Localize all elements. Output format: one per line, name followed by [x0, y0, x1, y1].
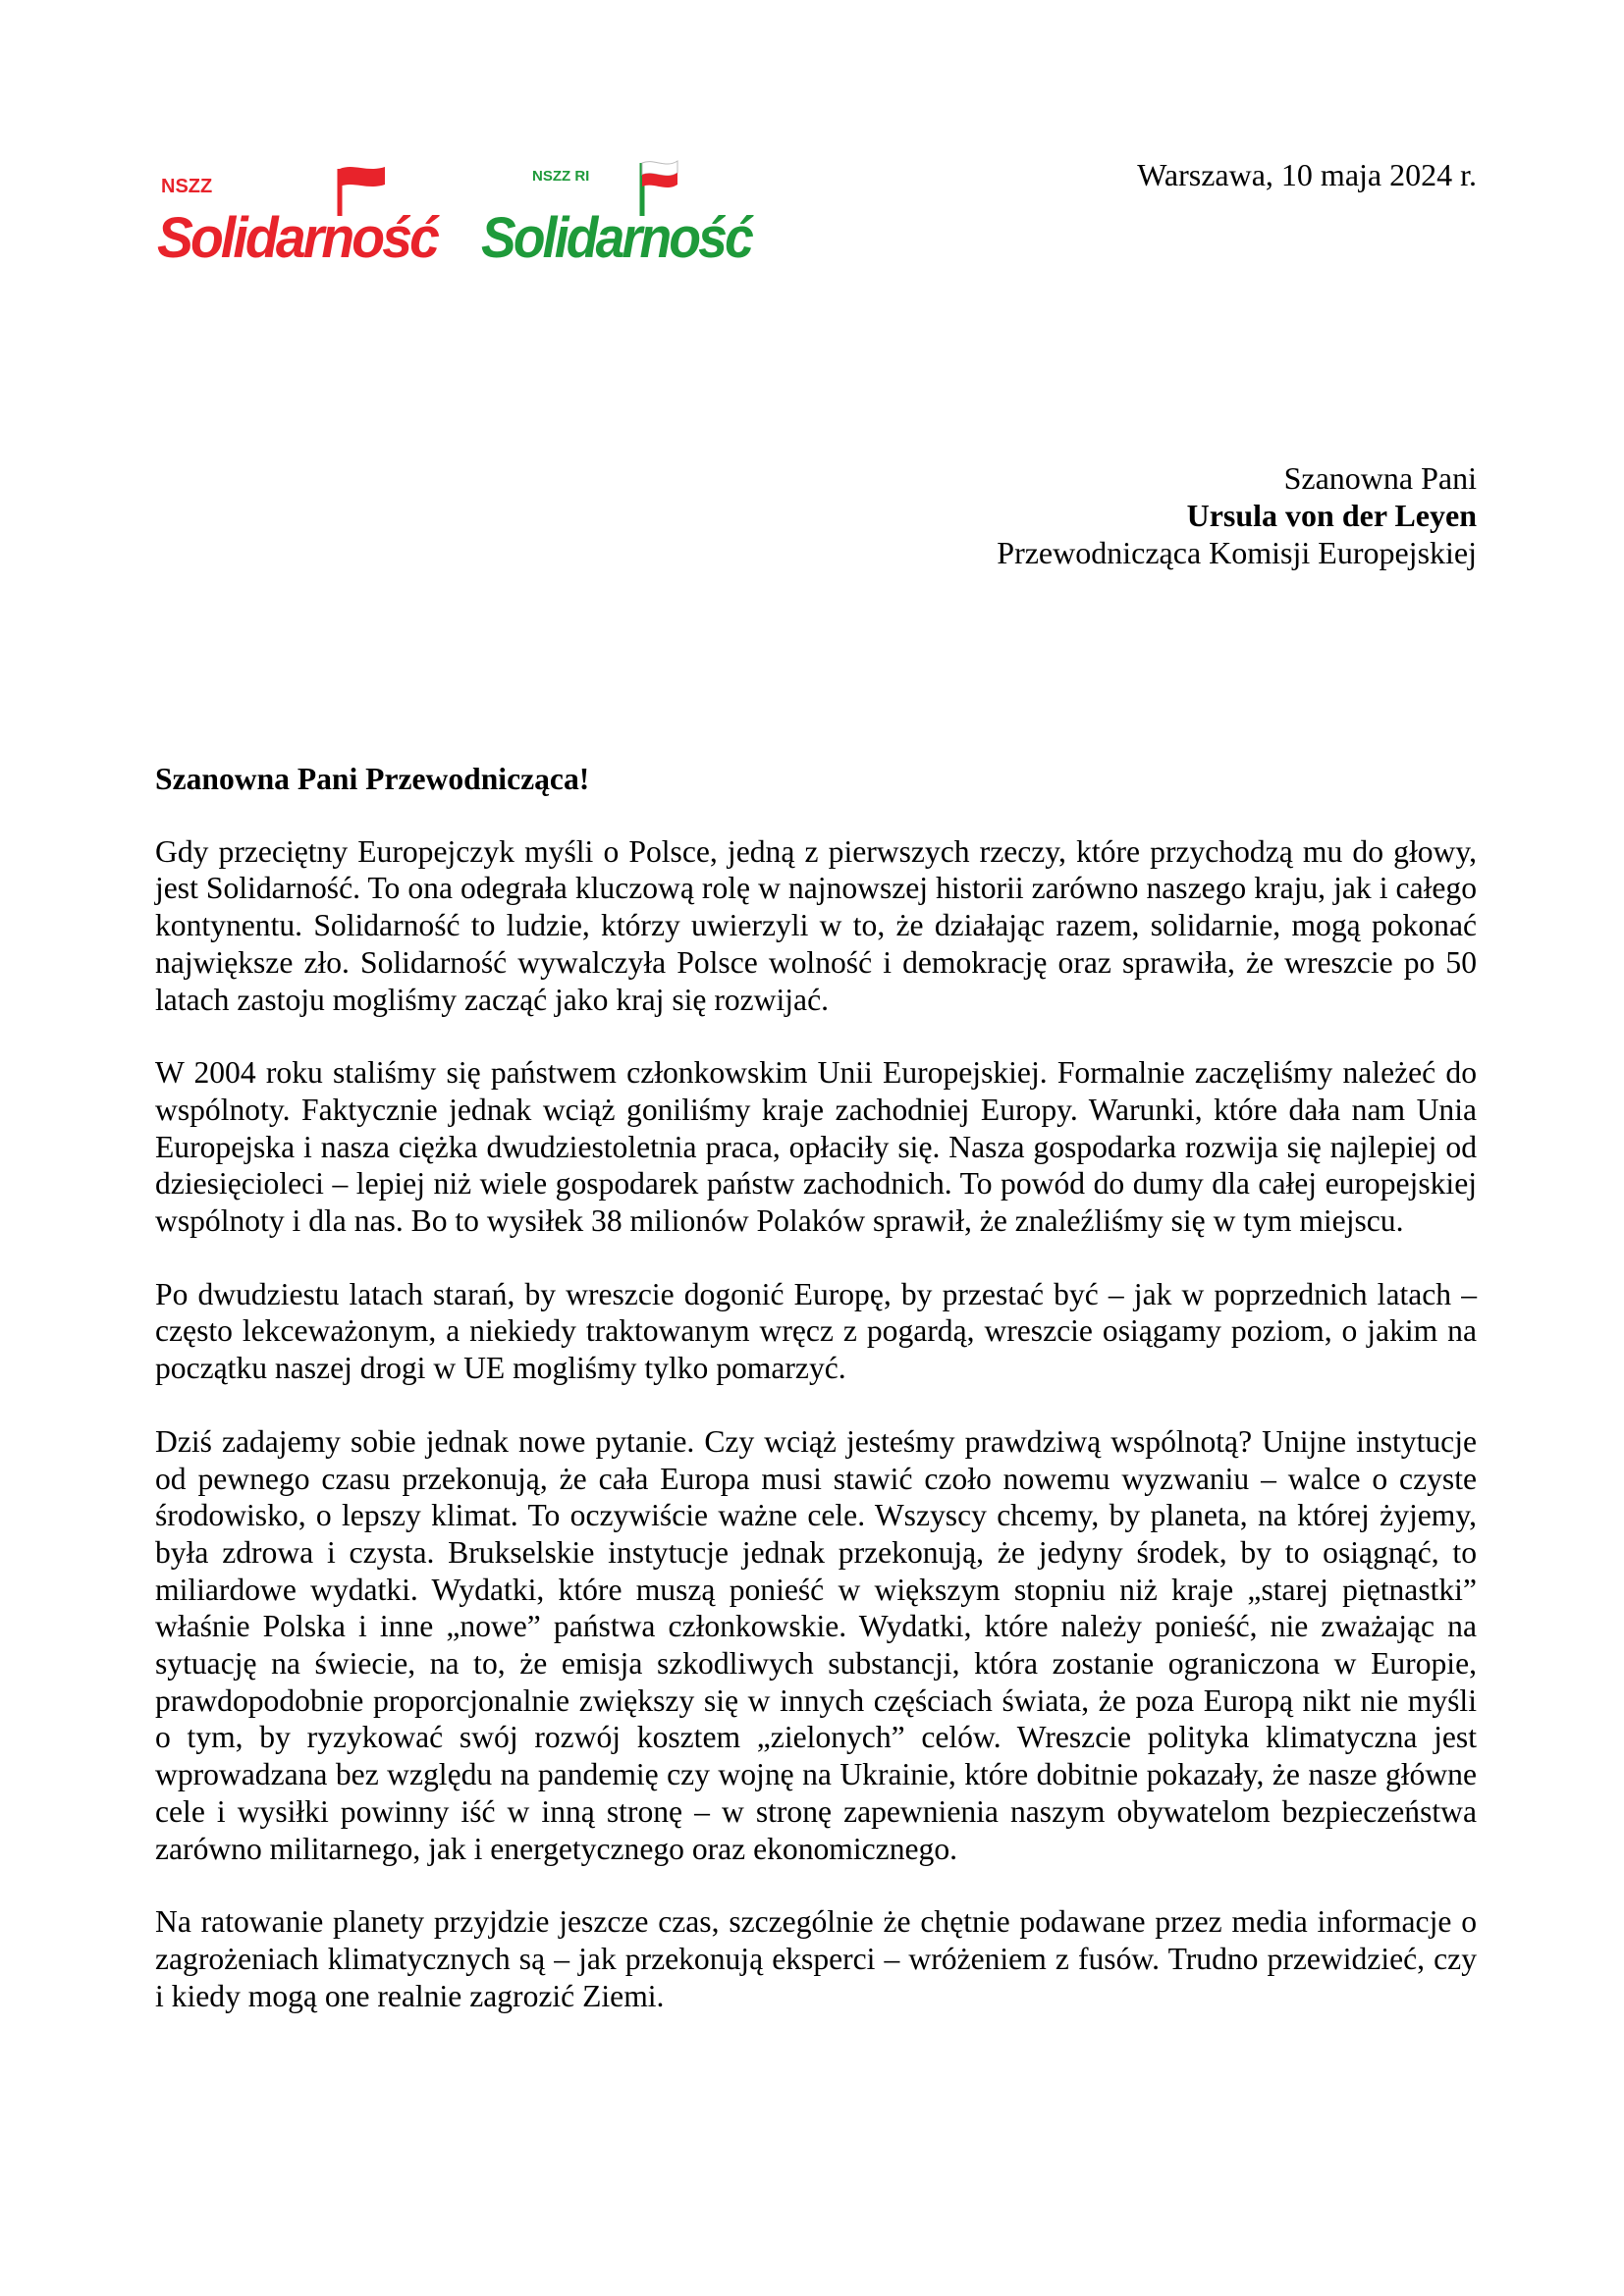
- solidarnosc-logo-green: [481, 159, 756, 267]
- date-line: Warszawa, 10 maja 2024 r.: [1137, 157, 1477, 192]
- salutation: Szanowna Pani Przewodnicząca!: [155, 762, 590, 796]
- paragraph: W 2004 roku staliśmy się państwem członkowskim Unii Europejskiej. Formalnie zaczęliśmy należeć do wspólnoty. Faktycznie jednak wciąż goniliśmy kraje zachodniej Europy. Warunki, które dała nam Unia Europejska i nasza ciężka dwudziestoletnia praca, opłaciły się. Nasza gospodarka rozwija się najlepiej od dziesięcioleci – lepiej niż wiele gospodarek państw zachodnich. To powód do dumy dla całej europejskiej wspólnoty i dla nas. Bo to wysiłek 38 milionów Polaków sprawił, że znaleźliśmy się w tym miejscu.: [155, 1055, 1477, 1239]
- recipient-greeting: Szanowna Pani: [1283, 460, 1477, 496]
- recipient-name: Ursula von der Leyen: [1186, 498, 1477, 533]
- logos: [157, 159, 756, 277]
- paragraph: Na ratowanie planety przyjdzie jeszcze czas, szczególnie że chętnie podawane przez media informacje o zagrożeniach klimatycznych są – jak przekonują eksperci – wróżeniem z fusów. Trudno przewidzieć, czy i kiedy mogą one realnie zagrozić Ziemi.: [155, 1904, 1477, 2013]
- logo-green-small-text: NSZZ RI: [532, 168, 590, 185]
- logo-green-word: Solidarność: [481, 206, 755, 267]
- letter-body: [155, 761, 1477, 2051]
- recipient-title: Przewodnicząca Komisji Europejskiej: [997, 535, 1477, 570]
- logo-red-small-text: NSZZ: [161, 176, 213, 197]
- paragraph: Dziś zadajemy sobie jednak nowe pytanie. Czy wciąż jesteśmy prawdziwą wspólnotą? Unijne instytucje od pewnego czasu przekonują, że cała Europa musi stawić czoło nowemu wyzwaniu – walce o czyste środowisko, o lepszy klimat. To oczywiście ważne cele. Wszyscy chcemy, by planeta, na której żyjemy, była zdrowa i czysta. Brukselskie instytucje jednak przekonują, że jedyny środek, by to osiągnąć, to miliardowe wydatki. Wydatki, które muszą ponieść w większym stopniu niż kraje „starej piętnastki” właśnie Polska i inne „nowe” państwa członkowskie. Wydatki, które należy ponieść, nie zważając na sytuację na świecie, na to, że emisja szkodliwych substancji, która zostanie ograniczona w Europie, prawdopodobnie proporcjonalnie zwiększy się w innych częściach świata, że poza Europą nikt nie myśli o tym, by ryzykować swój rozwój kosztem „zielonych” celów. Wreszcie polityka klimatyczna jest wprowadzana bez względu na pandemię czy wojnę na Ukrainie, które dobitnie pokazały, że nasze główne cele i wysiłki powinny iść w inną stronę – w stronę zapewnienia naszym obywatelom bezpieczeństwa zarówno militarnego, jak i energetycznego oraz ekonomicznego.: [155, 1423, 1477, 1866]
- recipient-block: [997, 459, 1477, 571]
- solidarnosc-logo-red: [157, 159, 442, 267]
- paragraph: Gdy przeciętny Europejczyk myśli o Polsce, jedną z pierwszych rzeczy, które przychodzą mu do głowy, jest Solidarność. To ona odegrała kluczową rolę w najnowszej historii zarówno naszego kraju, jak i całego kontynentu. Solidarność to ludzie, którzy uwierzyli w to, że działając razem, solidarnie, mogą pokonać największe zło. Solidarność wywalczyła Polsce wolność i demokrację oraz sprawiła, że wreszcie po 50 latach zastoju mogliśmy zacząć jako kraj się rozwijać.: [155, 833, 1477, 1017]
- paragraph: Po dwudziestu latach starań, by wreszcie dogonić Europę, by przestać być – jak w poprzednich latach – często lekceważonym, a niekiedy traktowanym wręcz z pogardą, wreszcie osiągamy poziom, o jakim na początku naszej drogi w UE mogliśmy tylko pomarzyć.: [155, 1276, 1477, 1386]
- logo-red-word: Solidarność: [157, 206, 441, 267]
